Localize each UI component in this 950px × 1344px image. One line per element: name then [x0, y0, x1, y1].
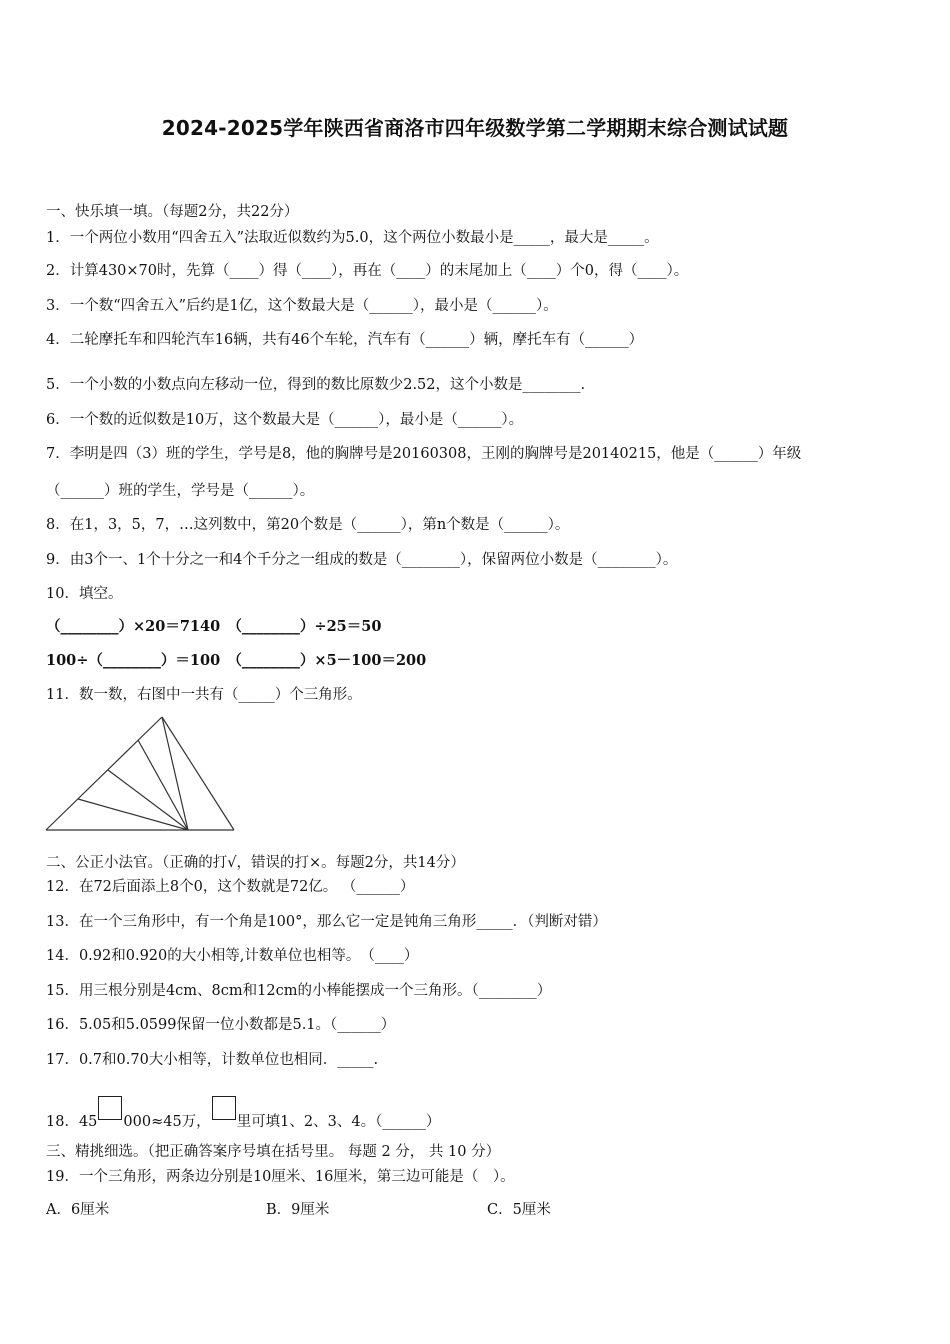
question-17: 17．0.7和0.70大小相等，计数单位也相同．_____. [46, 1052, 379, 1068]
question-19: 19．一个三角形，两条边分别是10厘米、16厘米，第三边可能是（ ）。 [46, 1169, 515, 1185]
option-c: C．5厘米 [487, 1202, 551, 1218]
question-3: 3．一个数“四舍五入”后约是1亿，这个数最大是（______），最小是（______）。 [46, 298, 558, 314]
section3-header: 三、精挑细选。（把正确答案序号填在括号里。 每题 2 分， 共 10 分） [46, 1144, 501, 1160]
question-16: 16．5.05和5.0599保留一位小数都是5.1。（______） [46, 1017, 396, 1033]
option-b: B．9厘米 [266, 1202, 330, 1218]
question-8: 8．在1，3，5，7，…这列数中，第20个数是（______），第n个数是（______）。 [46, 517, 570, 533]
question-5: 5．一个小数的小数点向左移动一位，得到的数比原数少2.52，这个小数是________. [46, 377, 586, 393]
question-9: 9．由3个一、1个十分之一和4个千分之一组成的数是（________），保留两位小数是（________）。 [46, 552, 678, 568]
question-12: 12．在72后面添上8个0，这个数就是72亿。 （______） [46, 879, 415, 895]
page-title: 2024-2025学年陕西省商洛市四年级数学第二学期期末综合测试试题 [161, 116, 789, 140]
triangle-inner-line-4 [78, 799, 188, 830]
question-13: 13．在一个三角形中，有一个角是100°，那么它一定是钝角三角形_____．（判断对错） [46, 914, 607, 930]
question-18 [46, 1096, 440, 1132]
question-7-line1: 7．李明是四（3）班的学生，学号是8，他的胸牌号是20160308，王刚的胸牌号是20140215，他是（______）年级 [46, 446, 802, 462]
question-18-prefix: 18．45 [46, 1114, 98, 1130]
question-18-mid: 000≈45万， [123, 1114, 211, 1130]
option-a: A．6厘米 [46, 1202, 110, 1218]
question-18-suffix: 里可填1、2、3、4。（______） [236, 1114, 441, 1130]
question-7-line2: （______）班的学生，学号是（______）。 [46, 483, 315, 499]
question-2: 2．计算430×70时，先算（____）得（____），再在（____）的末尾加上（____）个0，得（____）。 [46, 263, 689, 279]
blank-box-legend [212, 1096, 236, 1120]
section1-header: 一、快乐填一填。（每题2分，共22分） [46, 204, 299, 220]
question-10-row1: （________）×20＝7140 （________）÷25＝50 [46, 618, 382, 635]
question-10-row2: 100÷（________）＝100 （________）×5－100＝200 [46, 652, 427, 669]
triangle-figure [44, 714, 238, 838]
question-1: 1．一个两位小数用“四舍五入”法取近似数约为5.0，这个两位小数最小是_____，最大是_____。 [46, 230, 659, 246]
question-15: 15．用三根分别是4cm、8cm和12cm的小棒能摆成一个三角形。（________） [46, 983, 552, 999]
triangle-inner-line-2 [138, 740, 188, 830]
question-6: 6．一个数的近似数是10万，这个数最大是（______），最小是（______）。 [46, 412, 524, 428]
blank-box [98, 1096, 122, 1120]
question-10: 10．填空。 [46, 586, 123, 602]
triangle-left-side [46, 717, 162, 830]
triangle-right-side [162, 717, 234, 830]
question-11: 11．数一数，右图中一共有（_____）个三角形。 [46, 687, 362, 703]
section2-header: 二、公正小法官。（正确的打√，错误的打×。每题2分，共14分） [46, 855, 465, 871]
question-4: 4．二轮摩托车和四轮汽车16辆，共有46个车轮，汽车有（______）辆，摩托车有（______） [46, 332, 644, 348]
question-14: 14．0.92和0.920的大小相等,计数单位也相等。 （____） [46, 948, 419, 964]
